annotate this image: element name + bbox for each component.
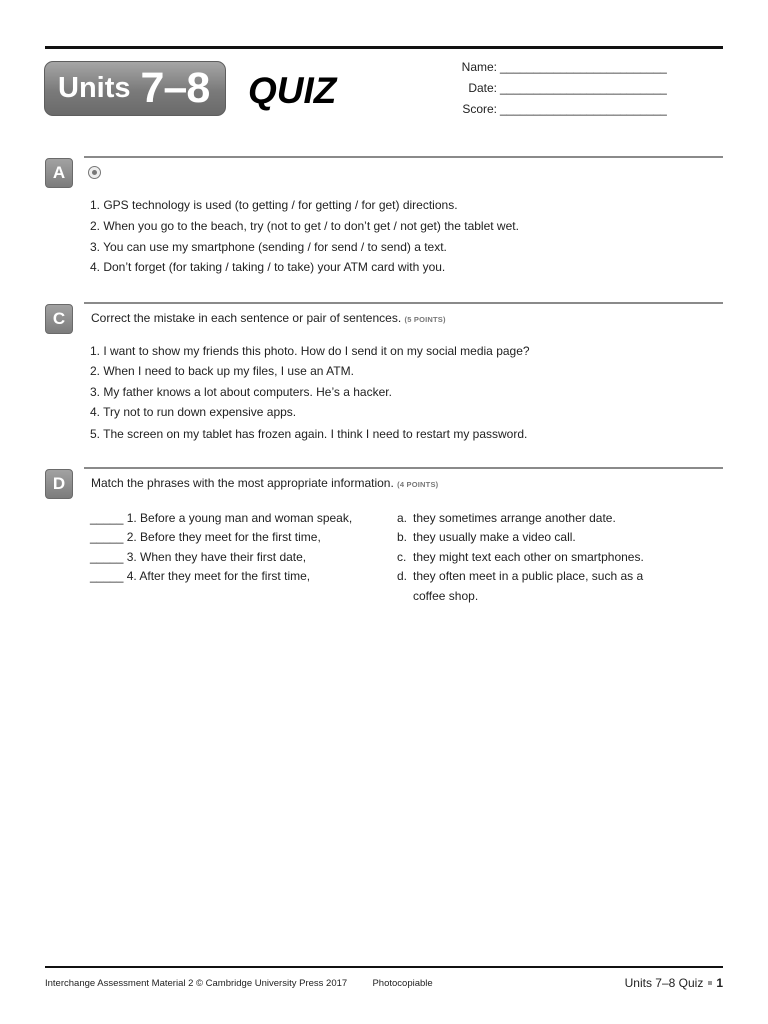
page-title: QUIZ <box>248 70 337 111</box>
match-phrase: _____ 3. When they have their first date, <box>90 550 307 564</box>
section-a-rule <box>84 156 723 158</box>
match-option-letter: d. <box>397 569 408 583</box>
section-c-instruction-text: Correct the mistake in each sentence or pair of sentences. <box>91 311 402 325</box>
name-field[interactable] <box>459 60 667 74</box>
bottom-rule <box>45 966 723 968</box>
match-option-continued <box>397 589 478 603</box>
match-phrase: _____ 2. Before they meet for the first time, <box>90 530 321 544</box>
units-badge <box>44 61 226 116</box>
section-c-instruction <box>91 311 446 325</box>
score-line[interactable]: _________________________ <box>500 102 667 116</box>
date-field[interactable] <box>459 81 667 95</box>
section-a-item: 1. GPS technology is used (to getting / for getting / for get) directions. <box>90 198 458 212</box>
match-option-text: coffee shop. <box>413 589 479 603</box>
footer-quiz-label: Units 7–8 Quiz <box>624 976 704 990</box>
match-option-text: they usually make a video call. <box>413 530 576 544</box>
section-a-item: 3. You can use my smartphone (sending / for send / to send) a text. <box>90 240 447 254</box>
score-label: Score: <box>462 102 497 116</box>
match-option-letter: c. <box>397 550 407 564</box>
match-option-text: they often meet in a public place, such as a <box>413 569 644 583</box>
score-field[interactable] <box>459 102 667 116</box>
section-d-rule <box>84 467 723 469</box>
footer-credits <box>45 978 433 989</box>
units-word: Units <box>58 72 131 104</box>
section-c-item: 4. Try not to run down expensive apps. <box>90 405 297 419</box>
page-number: 1 <box>716 976 723 990</box>
name-label: Name: <box>461 60 497 74</box>
footer-photocopiable: Photocopiable <box>372 978 433 989</box>
section-d-instruction-text: Match the phrases with the most appropriate information. <box>91 476 394 490</box>
section-c-item: 3. My father knows a lot about computers. He’s a hacker. <box>90 385 392 399</box>
footer-publisher: Interchange Assessment Material 2 © Cambridge University Press 2017 <box>45 978 348 989</box>
name-line[interactable]: _________________________ <box>500 60 667 74</box>
section-a-item: 4. Don’t forget (for taking / taking / to take) your ATM card with you. <box>90 260 446 274</box>
footer-separator-dot <box>708 981 712 985</box>
match-option-text: they might text each other on smartphones. <box>413 550 644 564</box>
section-c-rule <box>84 302 723 304</box>
section-d-points: (4 POINTS) <box>397 480 439 489</box>
match-phrase: _____ 1. Before a young man and woman speak, <box>90 511 353 525</box>
match-option <box>397 511 616 525</box>
units-range: 7–8 <box>140 64 210 112</box>
date-line[interactable]: _________________________ <box>500 81 667 95</box>
section-a-item: 2. When you go to the beach, try (not to get / to don’t get / not get) the tablet wet. <box>90 219 519 233</box>
match-option-text: they sometimes arrange another date. <box>413 511 616 525</box>
match-option-letter: b. <box>397 530 408 544</box>
match-option <box>397 550 644 564</box>
audio-disc-icon <box>88 166 101 179</box>
match-option-letter: a. <box>397 511 408 525</box>
section-c-item: 1. I want to show my friends this photo. How do I send it on my social media page? <box>90 344 530 358</box>
section-d-instruction <box>91 476 438 490</box>
section-d-badge: D <box>45 469 73 499</box>
match-phrase: _____ 4. After they meet for the first time, <box>90 569 311 583</box>
date-label: Date: <box>468 81 497 95</box>
section-a-badge: A <box>45 158 73 188</box>
match-option <box>397 530 576 544</box>
section-c-item: 5. The screen on my tablet has frozen again. I think I need to restart my password. <box>90 427 528 441</box>
section-c-badge: C <box>45 304 73 334</box>
match-option <box>397 569 643 583</box>
section-c-points: (5 POINTS) <box>404 315 446 324</box>
footer-page-info <box>625 976 723 990</box>
section-c-item: 2. When I need to back up my files, I use an ATM. <box>90 364 354 378</box>
top-rule <box>45 46 723 49</box>
